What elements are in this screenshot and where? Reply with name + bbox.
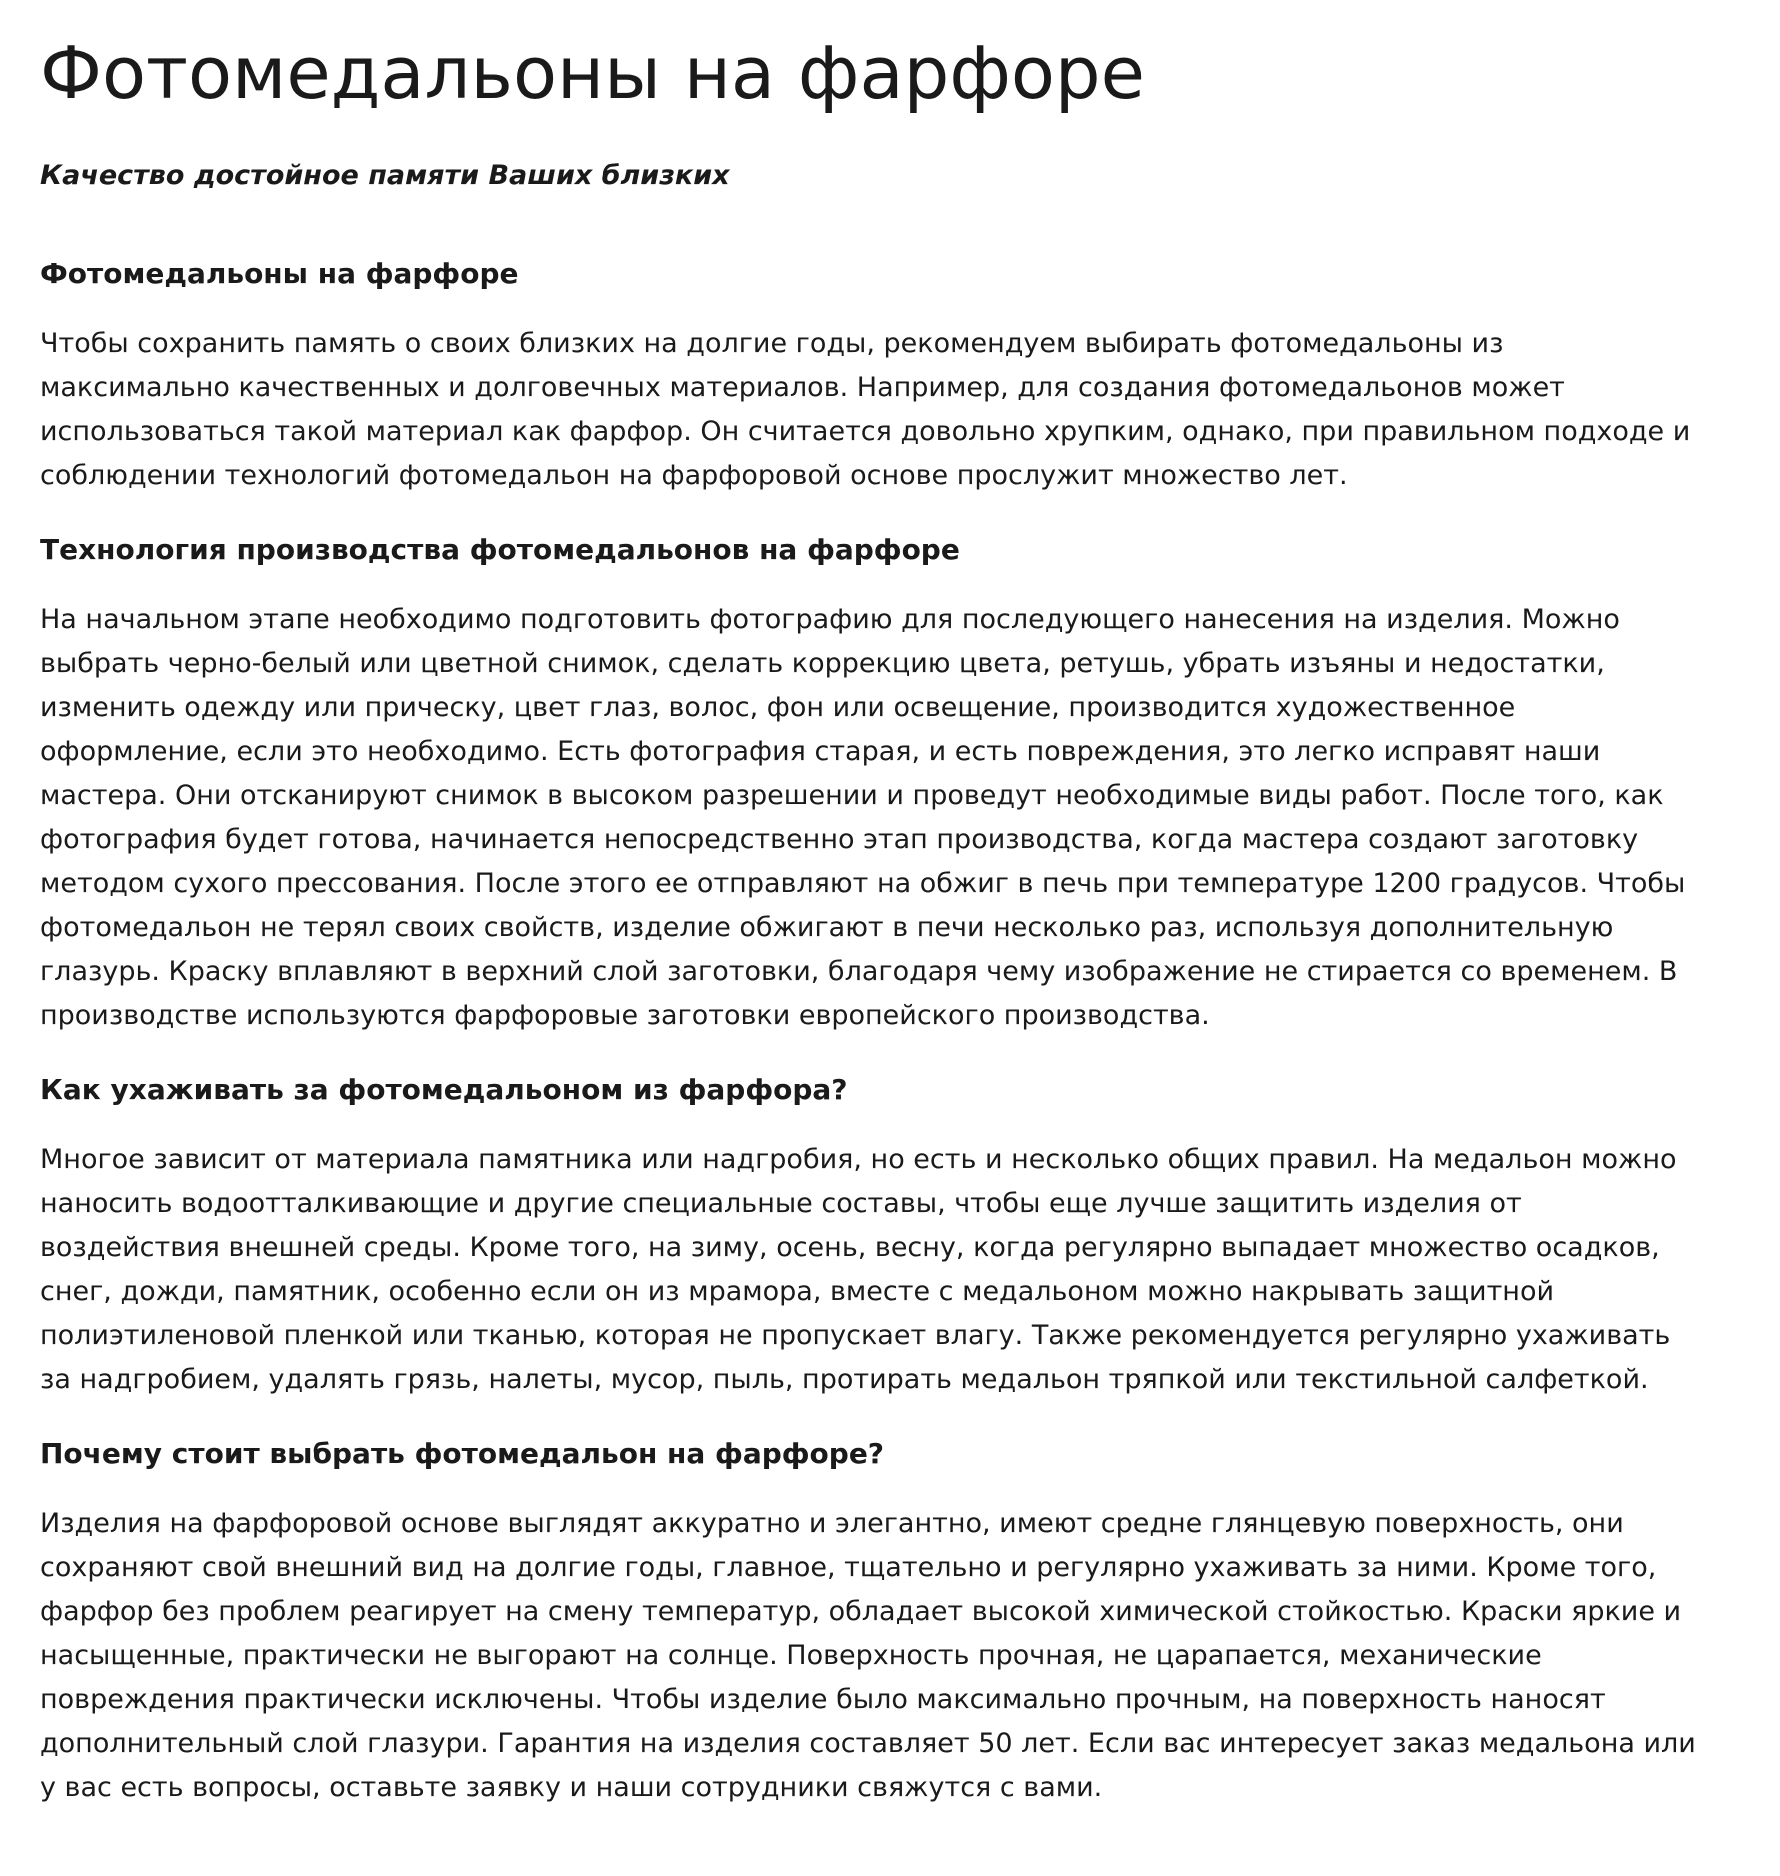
section-paragraph-intro: Чтобы сохранить память о своих близких на долгие годы, рекомендуем выбирать фотомедальоны из максимально качественных и долговечных материалов. Например, для создания фотомедальонов может использоваться такой материал как фарфор. Он считается довольно хрупким, однако, при правильном подходе и соблюдении технологий фотомедальон на фарфоровой основе прослужит множество лет.: [40, 328, 1691, 491]
article: [40, 26, 1700, 1810]
section-intro: [40, 252, 1700, 498]
section-paragraph-care: Многое зависит от материала памятника или надгробия, но есть и несколько общих правил. На медальон можно наносить водоотталкивающие и другие специальные составы, чтобы еще лучше защитить изделия от воздействия внешней среды. Кроме того, на зиму, осень, весну, когда регулярно выпадает множество осадков, снег, дожди, памятник, особенно если он из мрамора, вместе с медальоном можно накрывать защитной полиэтиленовой пленкой или тканью, которая не пропускает влагу. Также рекомендуется регулярно ухаживать за надгробием, удалять грязь, налеты, мусор, пыль, протирать медальон тряпкой или текстильной салфеткой.: [40, 1144, 1677, 1395]
section-technology: [40, 528, 1700, 1038]
section-care: [40, 1068, 1700, 1402]
section-paragraph-technology: На начальном этапе необходимо подготовить фотографию для последующего нанесения на изделия. Можно выбрать черно-белый или цветной снимок, сделать коррекцию цвета, ретушь, убрать изъяны и недостатки, изменить одежду или прическу, цвет глаз, волос, фон или освещение, производится художественное оформление, если это необходимо. Есть фотография старая, и есть повреждения, это легко исправят наши мастера. Они отсканируют снимок в высоком разрешении и проведут необходимые виды работ. После того, как фотография будет готова, начинается непосредственно этап производства, когда мастера создают заготовку методом сухого прессования. После этого ее отправляют на обжиг в печь при температуре 1200 градусов. Чтобы фотомедальон не терял своих свойств, изделие обжигают в печи несколько раз, используя дополнительную глазурь. Краску вплавляют в верхний слой заготовки, благодаря чему изображение не стирается со временем. В производстве используются фарфоровые заготовки европейского производства.: [40, 604, 1686, 1031]
section-heading-intro: Фотомедальоны на фарфоре: [40, 257, 519, 290]
section-paragraph-why-choose: Изделия на фарфоровой основе выглядят аккуратно и элегантно, имеют средне глянцевую поверхность, они сохраняют свой внешний вид на долгие годы, главное, тщательно и регулярно ухаживать за ними. Кроме того, фарфор без проблем реагирует на смену температур, обладает высокой химической стойкостью. Краски яркие и насыщенные, практически не выгорают на солнце. Поверхность прочная, не царапается, механические повреждения практически исключены. Чтобы изделие было максимально прочным, на поверхность наносят дополнительный слой глазури. Гарантия на изделия составляет 50 лет. Если вас интересует заказ медальона или у вас есть вопросы, оставьте заявку и наши сотрудники свяжутся с вами.: [40, 1508, 1696, 1803]
section-heading-care: Как ухаживать за фотомедальоном из фарфора?: [40, 1073, 848, 1106]
section-why-choose: [40, 1432, 1700, 1810]
tagline: Качество достойное памяти Ваших близких: [40, 160, 730, 191]
section-heading-technology: Технология производства фотомедальонов на фарфоре: [40, 533, 960, 566]
section-heading-why-choose: Почему стоит выбрать фотомедальон на фарфоре?: [40, 1437, 885, 1470]
page-title: Фотомедальоны на фарфоре: [40, 31, 1145, 115]
